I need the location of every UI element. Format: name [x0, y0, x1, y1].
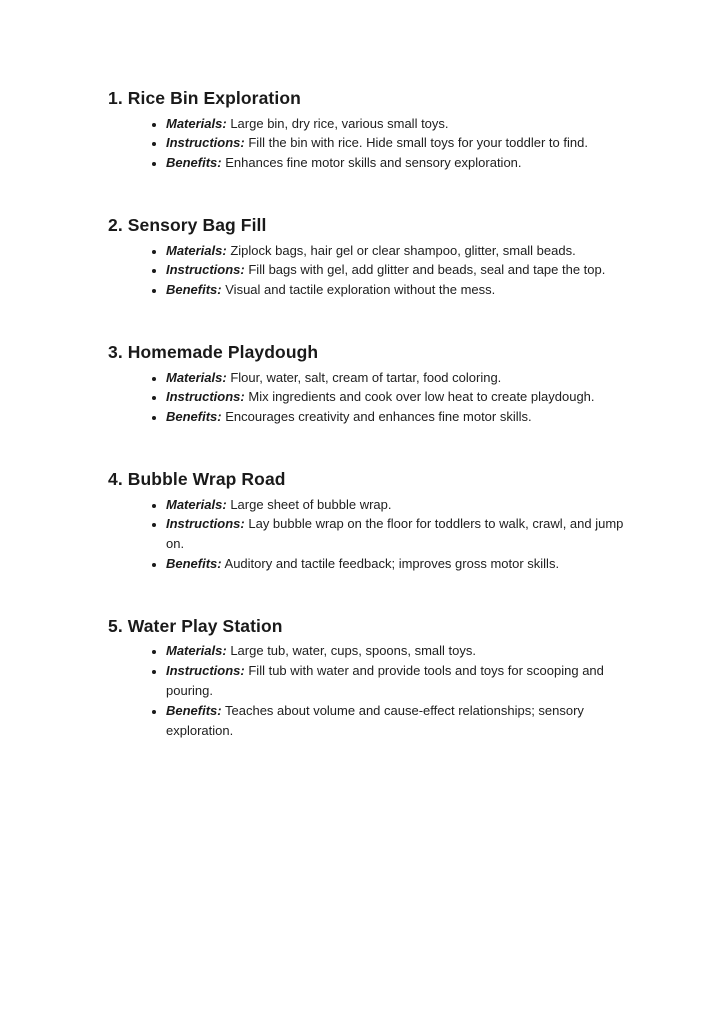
activity-section-sensory-bag	[108, 214, 632, 300]
bullet-list	[108, 368, 632, 427]
bullet-label: Instructions:	[166, 262, 245, 278]
bullet-item-benefits	[166, 554, 632, 574]
bullet-label: Benefits:	[166, 556, 222, 572]
bullet-text: Auditory and tactile feedback; improves gross motor skills.	[224, 556, 560, 572]
bullet-label: Benefits:	[166, 155, 222, 171]
bullet-label: Materials:	[166, 115, 227, 131]
bullet-list	[108, 114, 632, 173]
bullet-item-instructions	[166, 387, 632, 407]
bullet-text: Fill tub with water and provide tools and toys for scooping and pouring.	[166, 663, 604, 699]
bullet-item-instructions	[166, 661, 632, 701]
bullet-text: Teaches about volume and cause-effect relationships; sensory exploration.	[166, 702, 584, 738]
bullet-text: Visual and tactile exploration without the mess.	[225, 282, 496, 298]
bullet-text: Large bin, dry rice, various small toys.	[230, 115, 449, 131]
activity-section-bubble-wrap	[108, 468, 632, 574]
activity-section-rice-bin	[108, 87, 632, 173]
bullet-item-materials	[166, 495, 632, 515]
bullet-text: Large tub, water, cups, spoons, small toys.	[230, 643, 477, 659]
bullet-list	[108, 495, 632, 574]
activity-title: 2. Sensory Bag Fill	[108, 215, 267, 236]
bullet-list	[108, 241, 632, 300]
bullet-label: Benefits:	[166, 282, 222, 298]
bullet-text: Encourages creativity and enhances fine motor skills.	[225, 409, 532, 425]
bullet-item-benefits	[166, 407, 632, 427]
activity-title: 5. Water Play Station	[108, 615, 283, 636]
bullet-item-instructions	[166, 514, 632, 554]
bullet-label: Materials:	[166, 369, 227, 385]
activity-section-water-play	[108, 615, 632, 741]
bullet-item-materials	[166, 368, 632, 388]
bullet-item-materials	[166, 114, 632, 134]
bullet-item-materials	[166, 641, 632, 661]
bullet-label: Materials:	[166, 643, 227, 659]
bullet-list	[108, 641, 632, 740]
bullet-label: Instructions:	[166, 135, 245, 151]
bullet-text: Fill the bin with rice. Hide small toys for your toddler to find.	[248, 135, 588, 151]
bullet-label: Materials:	[166, 496, 227, 512]
bullet-item-benefits	[166, 701, 632, 741]
bullet-item-instructions	[166, 133, 632, 153]
bullet-text: Ziplock bags, hair gel or clear shampoo, glitter, small beads.	[230, 242, 576, 258]
bullet-text: Large sheet of bubble wrap.	[230, 496, 392, 512]
bullet-label: Benefits:	[166, 702, 222, 718]
bullet-item-materials	[166, 241, 632, 261]
bullet-text: Enhances fine motor skills and sensory exploration.	[225, 155, 522, 171]
bullet-label: Instructions:	[166, 663, 245, 679]
activity-title: 1. Rice Bin Exploration	[108, 88, 301, 108]
bullet-label: Materials:	[166, 242, 227, 258]
bullet-item-instructions	[166, 260, 632, 280]
bullet-label: Benefits:	[166, 409, 222, 425]
activity-section-playdough	[108, 341, 632, 427]
activity-title: 3. Homemade Playdough	[108, 342, 319, 363]
bullet-text: Fill bags with gel, add glitter and beads, seal and tape the top.	[248, 262, 606, 278]
bullet-label: Instructions:	[166, 516, 245, 532]
bullet-item-benefits	[166, 153, 632, 173]
bullet-text: Lay bubble wrap on the floor for toddlers to walk, crawl, and jump on.	[166, 516, 624, 552]
activity-title: 4. Bubble Wrap Road	[108, 469, 286, 490]
bullet-text: Flour, water, salt, cream of tartar, food coloring.	[230, 369, 502, 385]
bullet-label: Instructions:	[166, 389, 245, 405]
bullet-item-benefits	[166, 280, 632, 300]
bullet-text: Mix ingredients and cook over low heat to create playdough.	[248, 389, 595, 405]
